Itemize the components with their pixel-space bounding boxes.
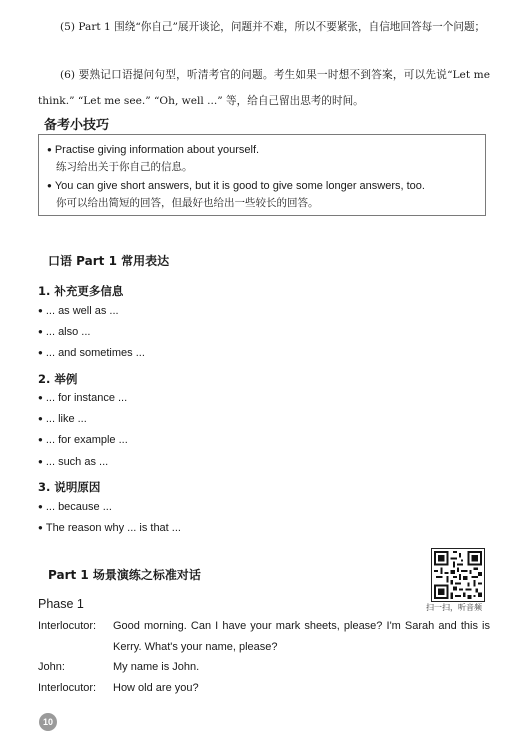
page-number: 10: [39, 713, 57, 731]
qr-code-icon[interactable]: [431, 548, 485, 602]
tip-cn-1: 练习给出关于你自己的信息。: [56, 161, 193, 173]
paragraph-5: (5) Part 1 围绕“你自己”展开谈论，问题并不难，所以不要紧张，自信地回答每一个问题；: [60, 21, 486, 33]
dialogue-text: How old are you?: [113, 682, 199, 694]
tip-en-1: ● Practise giving information about yourself.: [47, 144, 260, 156]
tip-cn-2: 你可以给出简短的回答，但最好也给出一些较长的回答。: [56, 197, 319, 209]
list-item: ● ... and sometimes ...: [38, 347, 145, 359]
group-heading-1: 1. 补充更多信息: [38, 284, 124, 298]
dialogue-line: [38, 616, 490, 658]
dialogue-heading: Part 1 场景演练之标准对话: [48, 568, 201, 582]
tips-box: [38, 134, 486, 216]
dialogue-line: [38, 657, 490, 678]
list-item: ● ... for example ...: [38, 434, 128, 446]
tips-title: 备考小技巧: [44, 118, 110, 133]
speaker-label: Interlocutor:: [38, 682, 97, 694]
tip-en-2: ● You can give short answers, but it is good to give some longer answers, too.: [47, 180, 425, 192]
dialogue-text: Good morning. Can I have your mark sheets, please? I'm Sarah and this is Kerry. What's your name, please?: [113, 620, 490, 653]
group-heading-3: 3. 说明原因: [38, 480, 101, 494]
group-heading-2: 2. 举例: [38, 372, 78, 386]
dialogue-line: [38, 678, 490, 699]
expressions-heading: 口语 Part 1 常用表达: [48, 254, 170, 268]
list-item: ● ... also ...: [38, 326, 91, 338]
dialogue-text: My name is John.: [113, 661, 200, 673]
speaker-label: Interlocutor:: [38, 620, 97, 632]
list-item: ● ... because ...: [38, 501, 112, 513]
list-item: ● ... like ...: [38, 413, 87, 425]
speaker-label: John:: [38, 661, 65, 673]
qr-caption: 扫一扫，听音频: [426, 603, 482, 612]
list-item: ● ... such as ...: [38, 456, 109, 468]
list-item: ● The reason why ... is that ...: [38, 522, 181, 534]
phase-heading: Phase 1: [38, 597, 84, 611]
list-item: ● ... for instance ...: [38, 392, 128, 404]
list-item: ● ... as well as ...: [38, 305, 119, 317]
paragraph-6: (6) 要熟记口语提问句型，听清考官的问题。考生如果一时想不到答案，可以先说“Let me think.” “Let me see.” “Oh, well ...” 等，给自己留出思考的时间。: [38, 69, 490, 107]
